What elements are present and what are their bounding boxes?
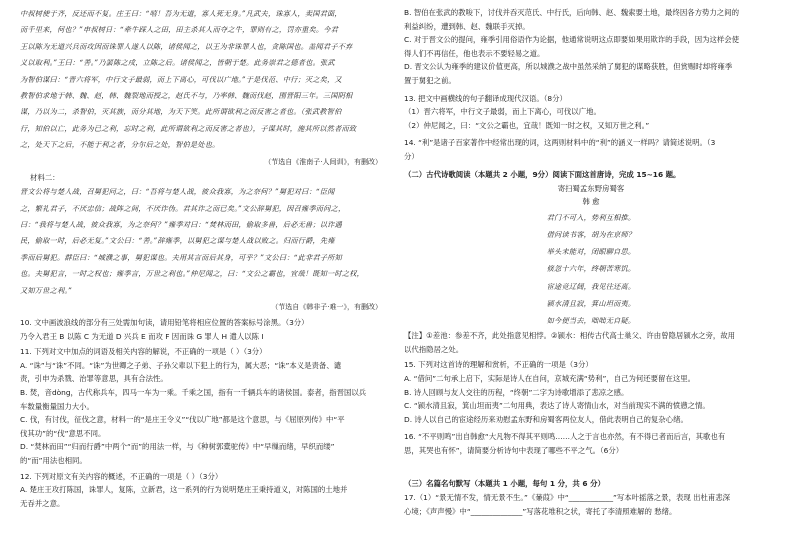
left-column	[20, 6, 386, 510]
poem-note	[404, 329, 778, 356]
note-line: 【注】①差池：参差不齐，此处指意见相悖。②颍水：相传古代高士巢父、许由曾隐居颍水之旁，故用	[404, 331, 736, 341]
passage-line: 义以取利。”王曰：“善。”乃罢陈之戍，立陈之后。诸侯闻之，皆朝于楚。此务崇君之德者也。张武	[20, 58, 335, 68]
passage-line: 民，偷取一时，后必无复。”文公曰：“善。”辞雍季，以舅犯之谋与楚人战以败之。归而行爵，先雍	[20, 236, 335, 246]
poem-line: 宦途竞辽阔，我见往还离。	[546, 281, 636, 291]
question-12: 12. 下列对原文有关内容的概述，不正确的一项是（ ）（3分）	[20, 471, 223, 481]
option-line: 利益纠纷，遭到韩、赵、魏联手灭掉。	[404, 21, 530, 31]
question-14: 14. “利”是诸子百家著作中经常出现的词，这两则材料中的“利”的涵义一样吗？请简述说明。（3	[404, 138, 716, 148]
passage-line: 也。夫舅犯言，一时之权也；雍季言，万世之利也。”仲尼闻之，曰：“文公之霸也，宜哉！既知一时之权，	[20, 269, 364, 279]
poem-author: 韩 愈	[582, 197, 600, 207]
poem-line: 倏忽十六年，终朝苦寒饥。	[546, 264, 636, 274]
question-16-cont: 思，其哭也有怀”，请简要分析诗句中表现了哪些不平之气。（6分）	[404, 445, 624, 455]
passage-line: 教智伯求地于韩、魏、赵，韩、魏裂地而授之，赵氏不与，乃率韩、魏而伐赵，围晋阳三年。三国阴相	[20, 91, 353, 101]
question-14-tail: 分）	[404, 151, 419, 161]
passage-line: 而千里来，何也？”申叔树日：“牵牛踩人之田，田主杀其人而夺之牛，罪则有之，罚亦重矣。今君	[20, 25, 339, 35]
poem	[404, 182, 778, 330]
passage-line: 之，处天下之后，不能于利之者，分尔后之处，智伯是处也。	[20, 140, 220, 150]
option-line: D. “焚林而田”“归而行爵”中两个“而”的用法一样，与《种树郭橐驼传》中“早缫而绪，早织而缕”	[20, 442, 335, 452]
question-15: 15. 下列对这首诗的理解和赏析，不正确的一项是（3分）	[404, 360, 593, 370]
option-line: 责，引申为杀戮、治罪等意思，具有合法性。	[20, 374, 168, 384]
option-line: 得人们不再信任，他也表示不要轻易之道。	[404, 48, 545, 58]
passage-line: 季而后舅犯。群臣曰：“城濮之事，舅犯谋也。夫用其言而后其身，可乎？”文公曰：“此非君子所知	[20, 252, 342, 262]
question-13: 13. 把文中画横线的句子翻译成现代汉语。（8分）	[404, 93, 567, 103]
question-13-items	[404, 105, 778, 132]
option-line: 置于舅犯之前。	[404, 75, 456, 85]
option-line: D. 诗人以自己的宦途经历来劝慰孟东野和房蜀客两位友人，借此表明自己的复杂心绪。	[404, 414, 688, 424]
passage-line: 王以陈为无道兴兵而攻因而诛罪人遂人以陈，诸侯闻之，以王为非诛罪人也，贪陈国也。盖闻君子不弃	[20, 41, 353, 51]
poem-title: 寄扫蜀孟东野房蜀客	[557, 183, 625, 193]
question-11: 11. 下列对文中加点的词语及相关内容的解说，不正确的一项是（ ）（3分）	[20, 347, 267, 357]
passage-line: 中叔树使于齐，反还而不复。庄王曰：“嘻！吾为无道，寡人死无身。”凡武夫，诛寡人，卖国君面，	[20, 9, 342, 18]
translation-item: （1）晋六将军，中行文子最弱，而上下离心，可伐以广地。	[404, 107, 601, 117]
option-line: A. “借问”二句承上启下，实际是诗人在自问，京城充满“势利”，自己为何还要留在这里。	[404, 373, 696, 383]
option-line: B. 智伯在张武的教唆下，讨伐并吞灭范氏、中行氏，后向韩、赵、魏索要土地，最终因各方势力之间的	[404, 8, 739, 17]
question-10-text: 乃令入君王 B 以陈 C 为无道 D 兴兵 E 而攻 F 因而诛 G 罪人 H 遣人以陈 I	[20, 331, 264, 341]
passage-line: 之，繁礼君子，不厌忠信；战阵之间，不厌诈伪。君其诈之而已矣。”文公辞舅犯，因召雍季而问之，	[20, 203, 346, 213]
question-16: 16. “不平则鸣”出自韩愈“大凡物不得其平则鸣……人之于言也亦然，有不得已者而后言，其歌也有	[404, 432, 726, 442]
option-line: 伐其功”的“伐”意思不同。	[20, 428, 106, 438]
question-12-options-cont	[404, 6, 778, 88]
section-two-heading: （二）古代诗歌阅读（本题共 2 小题，9分）阅读下面这首唐诗，完成 15~16 题。	[404, 169, 681, 179]
passage-line: 又知万世之利。”	[20, 285, 72, 295]
note-line: 以代指隐居之处。	[404, 344, 464, 354]
source-note-one: （节选自《淮南子·人间训》，有删改）	[264, 157, 382, 166]
option-line: 的“而”用法也相同。	[20, 456, 87, 466]
poem-line: 君门不可入，势利互相推。	[546, 212, 636, 222]
question-17-line-2: 心境；《声声慢》中“______________”写落花堆积之状，寄托了李清照难解的 愁绪。	[404, 507, 677, 517]
poem-line: 如今便当去，咄咄无自疑。	[546, 315, 636, 325]
option-line: C. 对于晋文公的提问，雍季引用俗语作为论据，他通常说明这点即要如果用欺诈的手段，因为这样会使	[404, 35, 740, 45]
passage-line: 行，知伯以亡，此务为已之利，忘时之利，此所谓欲利之而反害之者也），子谋其时，施其所以然者而致	[20, 123, 357, 133]
option-line: 无吞并之意。	[20, 498, 65, 508]
poem-line: 颍水清且寂，箕山坦而夷。	[546, 298, 636, 308]
poem-line: 举头未能对，闭眼聊自思。	[546, 247, 636, 257]
poem-line: 借问读书客，胡为在京师？	[546, 229, 636, 239]
poem-lines	[404, 209, 778, 329]
question-17-line-1: 17.（1）“景无情不发，情无景不生。”《蒹葭》中“____________”写本叶摇落之景，表现 出杜甫悲深	[404, 493, 731, 503]
passage-line: 晋文公将与楚人战，召舅犯问之，曰：“吾将与楚人战，彼众我寡，为之奈何？”舅犯对曰：“臣闻	[20, 187, 335, 197]
source-note-two: （节选自《韩非子·难一》，有删改）	[271, 303, 382, 312]
question-15-options	[404, 372, 778, 426]
translation-item: （2）仲尼闻之，曰：“文公之霸也，宜哉！既知一时之权，又知万世之利。”	[404, 120, 650, 130]
question-11-options	[20, 359, 386, 468]
option-line: C. 伐，有讨伐，征伐之意，材料一的“是庄王令义”“伐以广地”都是这个意思，与《屈原列传》中“平	[20, 415, 345, 425]
passage-two	[20, 184, 386, 299]
passage-line: 为智伯谋曰：“晋六将军，中行文子最弱，而上下离心，可伐以广地。”于是伐范、中行；灭之矣，又	[20, 74, 342, 84]
option-line: B. 诗人回顾与友人交往的历程，“终朝”二字为诗歌增添了悲凉之感。	[404, 387, 629, 397]
passage-line: 谋，乃以为二，杀智伯，灭其族，而分其地，为天下笑。此所谓欲利之而反害之者也。（张武教智伯	[20, 107, 342, 117]
option-line: C. “颍水清且寂，箕山坦而夷”二句用典，表达了诗人寄情山水，对当前现实不满的愤懑之情。	[404, 401, 710, 411]
option-line: B. 焚，音dòng，古代称兵车，四马一车为一乘。千乘之国，指有一千辆兵车的诸侯国。泰者，指晋国以兵	[20, 388, 367, 398]
right-column	[404, 6, 778, 519]
question-12-options	[20, 483, 386, 510]
material-two-label: 材料二：	[30, 172, 60, 182]
option-line: 车数量衡量国力大小。	[20, 401, 94, 411]
option-line: A. 楚庄王攻打陈国，诛罪人，复陈，立新君，这一系列的行为说明楚庄王秉持道义，对陈国的土地并	[20, 485, 348, 495]
passage-one	[20, 6, 386, 154]
option-line: A. “诛”与“诛”不同。“诛”为世卿之子弟、子孙父辈以下犯上的行为，属大恶；“诛”本义是责备、谴	[20, 360, 342, 370]
section-three-heading: （三）名篇名句默写（本题共 1 小题，每句 1 分，共 6 分）	[404, 479, 605, 489]
passage-line: 曰：“我将与楚人战，彼众我寡，为之奈何？”雍季对曰：“焚林而田，偷取多兽，后必无兽；以诈遇	[20, 220, 342, 230]
question-10: 10. 文中画波浪线的部分有三处需加句读，请用铅笔将相应位置的答案标号涂黑。（3分）	[20, 318, 309, 328]
option-line: D. 晋文公认为雍季的建议价值更高，所以城濮之战中虽然采纳了舅犯的谋略获胜，但赏赐时却将雍季	[404, 62, 733, 72]
